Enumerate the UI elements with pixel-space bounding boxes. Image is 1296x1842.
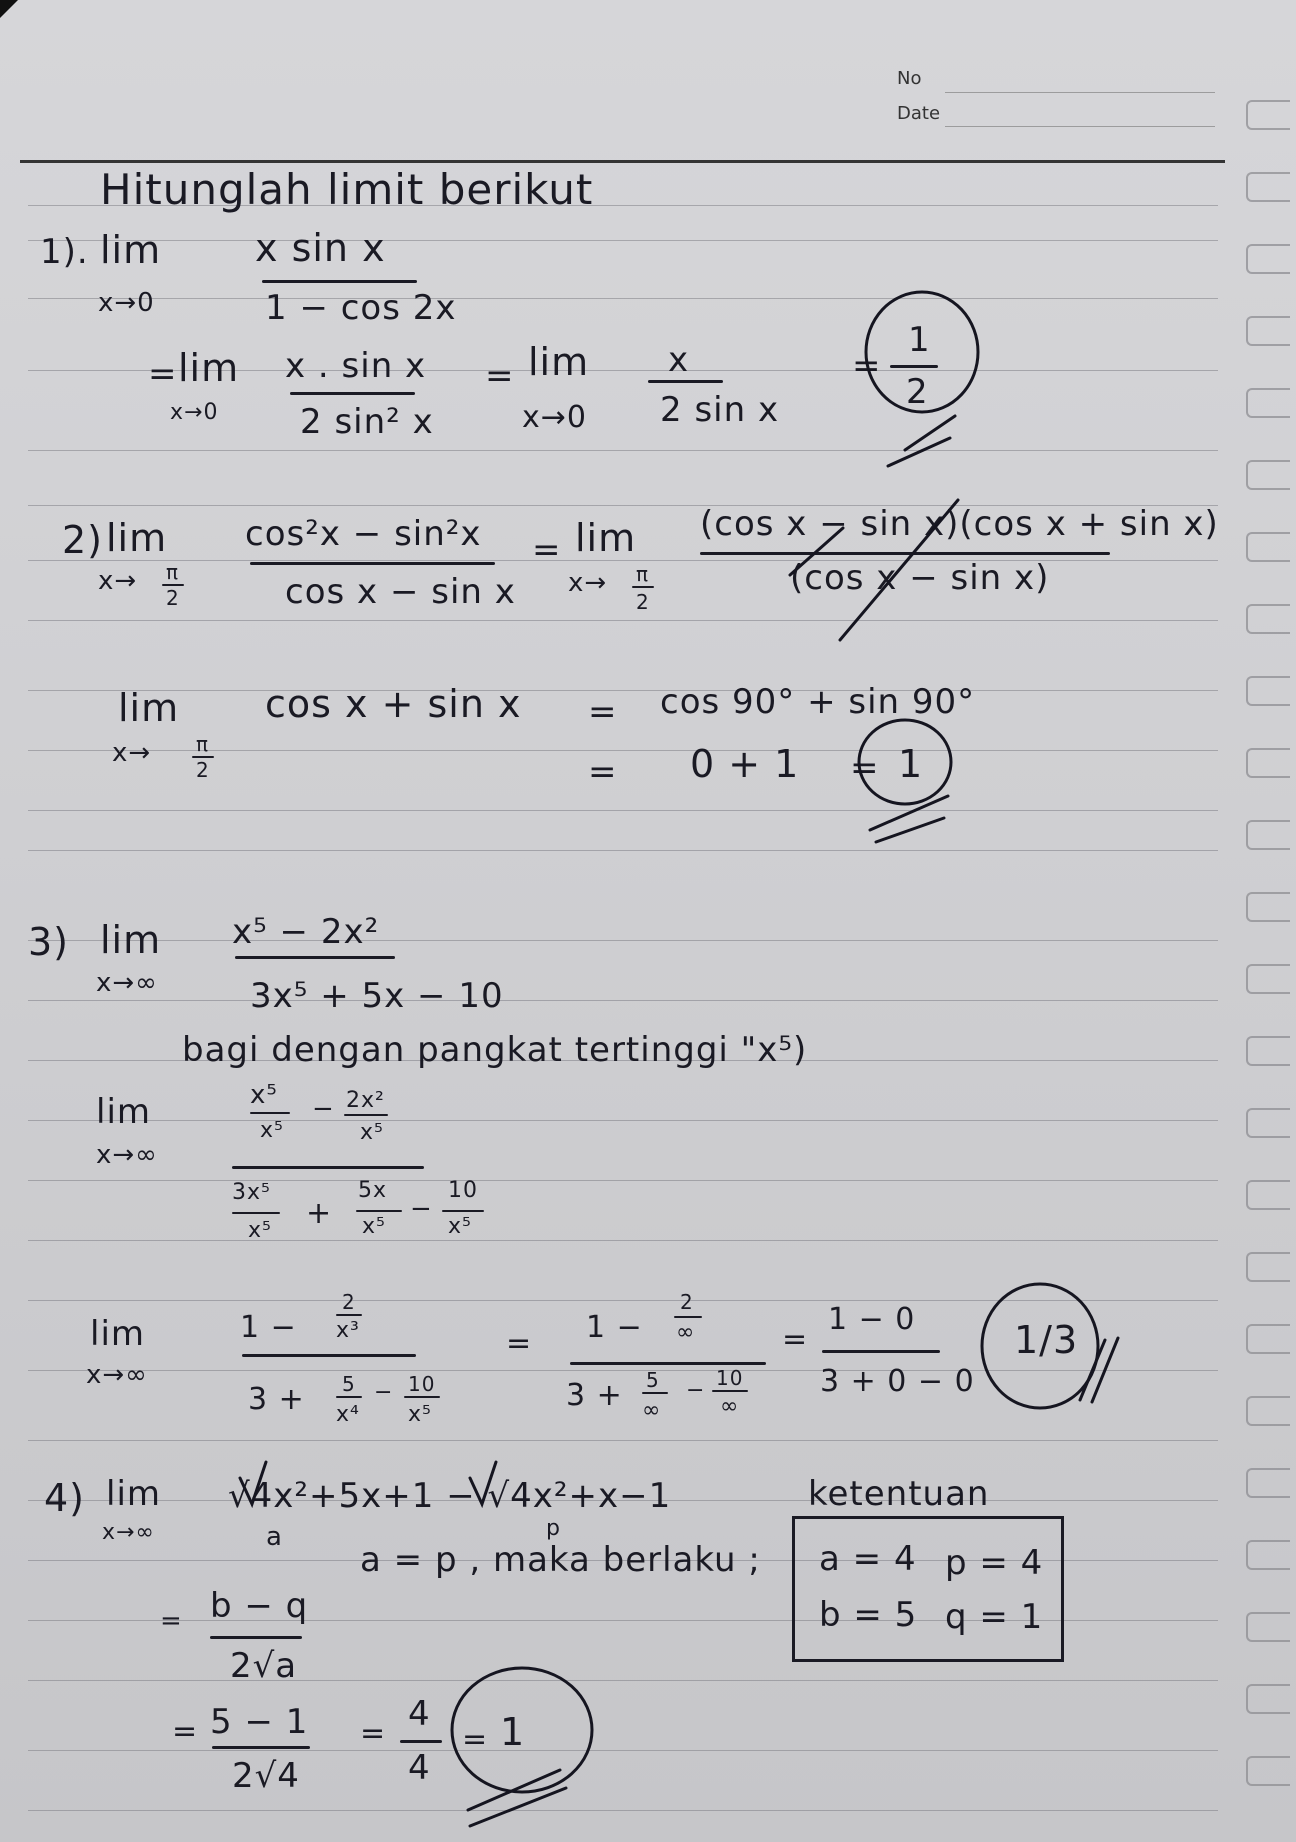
fraction-numerator: x <box>668 340 690 380</box>
small-numerator: 10 <box>408 1372 436 1396</box>
small-numerator: 5 <box>342 1372 356 1396</box>
ruled-line <box>28 298 1218 299</box>
small-denominator: x⁵ <box>408 1402 432 1427</box>
subscript-fraction-den: 2 <box>166 586 180 610</box>
binding-ring <box>1246 820 1288 846</box>
problem-number: 4) <box>44 1476 86 1520</box>
answer-numerator: 1 <box>908 320 931 360</box>
binding-ring <box>1246 388 1288 414</box>
conditions-box <box>792 1516 1064 1662</box>
no-label: No <box>897 68 922 89</box>
fraction-bar <box>262 280 417 283</box>
fraction-denominator: 2√4 <box>232 1756 300 1796</box>
lim-label: lim <box>528 340 590 384</box>
small-denominator: ∞ <box>642 1398 662 1423</box>
binding-ring <box>1246 532 1288 558</box>
substitution: cos 90° + sin 90° <box>660 682 976 722</box>
term-denominator: x⁵ <box>248 1218 272 1243</box>
lim-label: lim <box>575 516 637 560</box>
operator: + <box>306 1196 333 1231</box>
ruled-line <box>28 850 1218 851</box>
equals-sign: = <box>148 354 178 394</box>
numerator-term: 1 − <box>586 1310 643 1345</box>
term-numerator: 10 <box>448 1178 478 1203</box>
lim-label: lim <box>100 918 162 962</box>
fraction-bar <box>822 1350 940 1353</box>
binding-ring <box>1246 1036 1288 1062</box>
lim-subscript: x→∞ <box>96 968 158 998</box>
equals-sign: = <box>172 1714 199 1749</box>
lim-subscript: x→ <box>568 568 608 598</box>
ruled-line <box>28 1810 1218 1811</box>
subscript-fraction-num: π <box>636 562 650 586</box>
fraction-denominator: 3x⁵ + 5x − 10 <box>250 976 504 1016</box>
answer-underline-1 <box>888 416 955 466</box>
answer-bar <box>890 365 938 368</box>
equals-sign: = <box>485 356 515 396</box>
binding-ring <box>1246 1396 1288 1422</box>
problem-number: 2) <box>62 518 104 562</box>
fraction-numerator: x⁵ − 2x² <box>232 912 380 952</box>
no-line <box>945 92 1215 93</box>
lim-label: lim <box>106 516 168 560</box>
binding-ring <box>1246 100 1288 126</box>
date-line <box>945 126 1215 127</box>
equals-sign: = <box>852 346 882 386</box>
small-numerator: 2 <box>680 1290 694 1314</box>
binding-ring <box>1246 244 1288 270</box>
fraction-bar <box>232 1166 424 1169</box>
lim-label: lim <box>90 1314 146 1354</box>
small-denominator: x⁴ <box>336 1402 360 1427</box>
lim-label: lim <box>96 1092 152 1132</box>
ruled-line <box>28 240 1218 241</box>
subscript-fraction-den: 2 <box>636 590 650 614</box>
denominator-term: 3 + <box>248 1382 305 1417</box>
ruled-line <box>28 450 1218 451</box>
answer-denominator: 2 <box>906 372 929 412</box>
value-q: q = 1 <box>945 1597 1044 1637</box>
small-bar <box>336 1396 362 1398</box>
term-bar <box>232 1212 280 1214</box>
lim-label: lim <box>100 228 162 272</box>
subscript-fraction-bar <box>632 586 654 588</box>
problem-number: 3) <box>28 920 70 964</box>
value-p: p = 4 <box>945 1543 1044 1583</box>
ruled-line <box>28 810 1218 811</box>
binding-ring <box>1246 964 1288 990</box>
small-numerator: 10 <box>716 1366 744 1390</box>
term-numerator: x⁵ <box>250 1080 278 1110</box>
conditions-title: ketentuan <box>808 1474 990 1514</box>
fraction-bar <box>648 380 723 383</box>
fraction-bar <box>290 392 415 395</box>
lim-subscript: x→ <box>98 566 138 596</box>
binding-ring <box>1246 172 1288 198</box>
fraction-numerator: b − q <box>210 1586 309 1626</box>
lim-subscript: x→∞ <box>96 1140 158 1170</box>
term-bar <box>356 1210 402 1212</box>
fraction-denominator: 2 sin x <box>660 390 780 430</box>
answer-underline-4 <box>468 1770 566 1826</box>
equals-sign: = <box>160 1606 183 1636</box>
subscript-fraction-den: 2 <box>196 758 210 782</box>
term-denominator: x⁵ <box>362 1214 386 1239</box>
equals-sign: = <box>360 1716 387 1751</box>
term-numerator: 2x² <box>346 1088 385 1113</box>
fraction-bar <box>250 562 495 565</box>
binding-ring <box>1246 1612 1288 1638</box>
page-title: Hitunglah limit berikut <box>100 165 594 214</box>
lim-subscript: x→∞ <box>86 1360 148 1390</box>
equals-sign: = <box>532 530 562 570</box>
answer: 1 <box>500 1710 526 1754</box>
subscript-fraction-num: π <box>196 732 210 756</box>
small-bar <box>404 1396 440 1398</box>
term-bar <box>250 1112 290 1114</box>
fraction-numerator: (cos x − sin x)(cos x + sin x) <box>700 504 1219 544</box>
binding-ring <box>1246 1540 1288 1566</box>
fraction-numerator: 4 <box>408 1694 431 1734</box>
subscript-fraction-num: π <box>166 560 180 584</box>
fraction-bar <box>242 1354 416 1357</box>
term-denominator: x⁵ <box>260 1118 284 1143</box>
lim-subscript: x→ <box>112 738 152 768</box>
ruled-line <box>28 1240 1218 1241</box>
equals-sign: = <box>782 1322 809 1357</box>
denominator-term: 3 + <box>566 1378 623 1413</box>
ruled-line <box>28 620 1218 621</box>
value-a: a = 4 <box>819 1539 917 1579</box>
binding-ring <box>1246 1324 1288 1350</box>
equals-sign: = <box>588 752 618 792</box>
term-bar <box>344 1114 388 1116</box>
fraction-bar <box>212 1746 310 1749</box>
ruled-line <box>28 1180 1218 1181</box>
small-denominator: ∞ <box>720 1394 740 1419</box>
fraction-bar <box>400 1740 442 1743</box>
fraction-numerator: cos²x − sin²x <box>245 514 482 554</box>
lim-label: lim <box>178 346 240 390</box>
operator: − <box>374 1380 394 1405</box>
small-numerator: 2 <box>342 1290 356 1314</box>
date-label: Date <box>897 103 941 124</box>
equals-sign: = <box>588 692 618 732</box>
result: 0 + 1 <box>690 742 800 786</box>
small-denominator: x³ <box>336 1318 360 1343</box>
fraction-numerator: x . sin x <box>285 346 427 386</box>
fraction-bar <box>210 1636 302 1639</box>
ruled-line <box>28 1370 1218 1371</box>
small-bar <box>674 1316 702 1318</box>
small-bar <box>642 1392 668 1394</box>
ruled-line <box>28 1120 1218 1121</box>
fraction-denominator: 4 <box>408 1748 431 1788</box>
binding-ring <box>1246 1180 1288 1206</box>
binding-ring <box>1246 748 1288 774</box>
fraction-denominator: cos x − sin x <box>285 572 516 612</box>
operator: − <box>686 1378 706 1403</box>
binding-ring <box>1246 316 1288 342</box>
term-denominator: x⁵ <box>448 1214 472 1239</box>
lim-subscript: x→∞ <box>102 1520 155 1545</box>
equals-sign: = <box>506 1326 533 1361</box>
fraction-denominator: 2 sin² x <box>300 402 434 442</box>
fraction-numerator: x sin x <box>255 226 386 270</box>
coefficient-p-label: p <box>546 1516 561 1541</box>
binding-ring <box>1246 1468 1288 1494</box>
fraction-denominator: 1 − cos 2x <box>265 288 457 328</box>
value-b: b = 5 <box>819 1595 918 1635</box>
term-numerator: 5x <box>358 1178 388 1203</box>
binding-ring <box>1246 1756 1288 1782</box>
expression: cos x + sin x <box>265 682 522 726</box>
lim-subscript: x→0 <box>170 400 219 425</box>
note: bagi dengan pangkat tertinggi "x⁵) <box>182 1030 808 1070</box>
fraction-numerator: 5 − 1 <box>210 1702 309 1742</box>
small-numerator: 5 <box>646 1368 660 1392</box>
lim-subscript: x→0 <box>522 400 587 435</box>
term-bar <box>442 1210 484 1212</box>
answer-underline-2 <box>870 796 948 842</box>
binding-ring <box>1246 892 1288 918</box>
term-numerator: 3x⁵ <box>232 1180 271 1205</box>
answer: 1/3 <box>1014 1318 1079 1362</box>
header-rule <box>20 160 1225 163</box>
lim-label: lim <box>118 686 180 730</box>
radical-expression: √4x²+5x+1 − √4x²+x−1 <box>228 1476 672 1516</box>
binding-ring <box>1246 604 1288 630</box>
operator: − <box>312 1094 335 1124</box>
ruled-line <box>28 1440 1218 1441</box>
problem-number: 1). <box>40 232 89 272</box>
lim-label: lim <box>106 1474 162 1514</box>
operator: − <box>410 1194 433 1224</box>
fraction-denominator: 3 + 0 − 0 <box>820 1364 975 1399</box>
page-corner <box>0 0 18 18</box>
answer: 1 <box>898 742 924 786</box>
fraction-numerator: 1 − 0 <box>828 1302 916 1337</box>
binding-ring <box>1246 460 1288 486</box>
fraction-bar <box>570 1362 766 1365</box>
answer-equals: = <box>462 1722 489 1757</box>
term-denominator: x⁵ <box>360 1120 384 1145</box>
small-denominator: ∞ <box>676 1320 696 1345</box>
numerator-term: 1 − <box>240 1310 297 1345</box>
ruled-line <box>28 690 1218 691</box>
fraction-bar <box>700 552 1110 555</box>
coefficient-a-label: a <box>266 1522 283 1552</box>
binding-ring <box>1246 1684 1288 1710</box>
lim-subscript: x→0 <box>98 288 155 318</box>
ruled-line <box>28 1680 1218 1681</box>
binding-ring <box>1246 1108 1288 1134</box>
ruled-line <box>28 1750 1218 1751</box>
answer-equals: = <box>850 748 880 788</box>
small-bar <box>336 1314 362 1316</box>
fraction-denominator: 2√a <box>230 1646 298 1686</box>
ruled-line <box>28 1000 1218 1001</box>
small-bar <box>712 1390 748 1392</box>
binding-ring <box>1246 1252 1288 1278</box>
fraction-denominator: (cos x − sin x) <box>790 558 1050 598</box>
binding-ring <box>1246 676 1288 702</box>
condition: a = p , maka berlaku ; <box>360 1540 761 1580</box>
fraction-bar <box>235 956 395 959</box>
ruled-line <box>28 940 1218 941</box>
ruled-line <box>28 1300 1218 1301</box>
